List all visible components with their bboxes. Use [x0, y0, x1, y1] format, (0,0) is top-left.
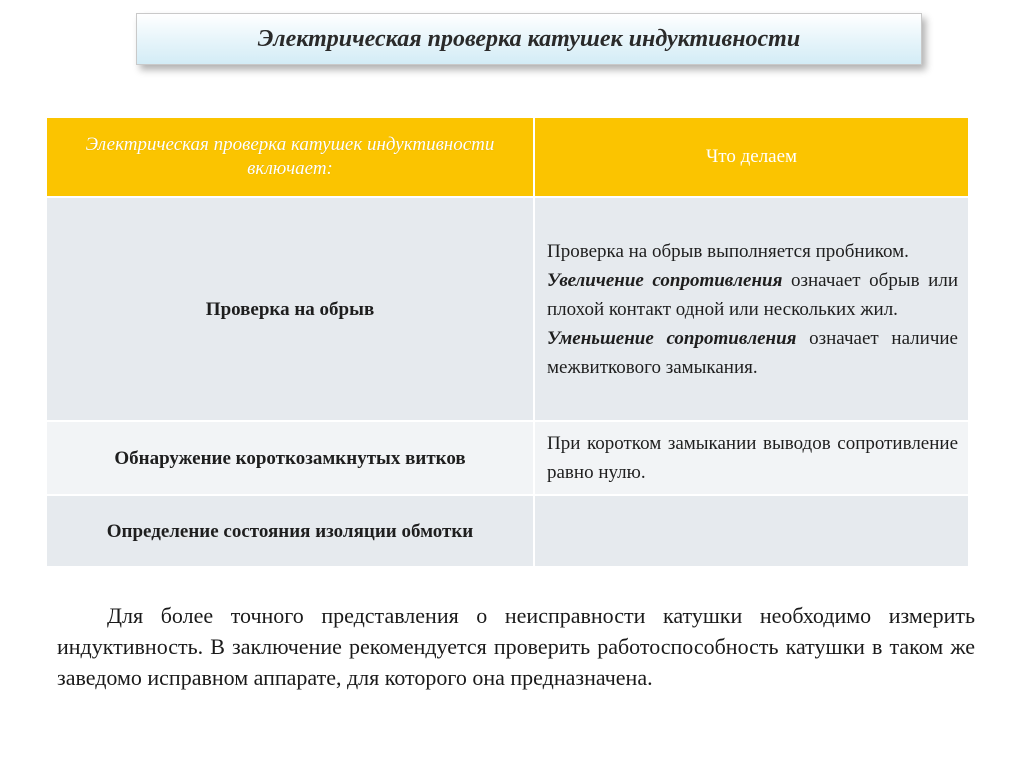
- row-desc-open-check: [534, 197, 969, 421]
- desc-text: означает обрыв или плохой контакт одной или нескольких жил.: [547, 269, 958, 320]
- table-row: [46, 495, 969, 567]
- table-row: [46, 197, 969, 421]
- table-header-row: [46, 117, 969, 197]
- desc-paragraph: [547, 266, 958, 324]
- row-label-short-turns: Обнаружение короткозамкнутых витков: [46, 421, 534, 495]
- title-box: [136, 13, 922, 65]
- inspection-table: [45, 116, 970, 568]
- desc-text: означает наличие межвиткового замыкания.: [547, 327, 958, 378]
- header-cell-right: Что делаем: [534, 117, 969, 197]
- page-title: Электрическая проверка катушек индуктивности: [257, 25, 801, 52]
- desc-paragraph: Проверка на обрыв выполняется пробником.: [547, 240, 909, 262]
- row-desc-short-turns: [534, 421, 969, 495]
- desc-paragraph: [547, 324, 958, 382]
- row-desc-insulation: [534, 495, 969, 567]
- footer-paragraph: Для более точного представления о неисправности катушки необходимо измерить индуктивность. В заключение рекомендуется проверить работоспособность катушки в таком же заведомо исправном аппарате, для которого она предназначена.: [57, 603, 975, 690]
- emphasis-text: Увеличение сопротивления: [547, 269, 783, 291]
- row-label-open-check: Проверка на обрыв: [46, 197, 534, 421]
- header-cell-left: Электрическая проверка катушек индуктивности включает:: [46, 117, 534, 197]
- table-row: [46, 421, 969, 495]
- emphasis-text: Уменьшение сопротивления: [547, 327, 797, 349]
- desc-paragraph: При коротком замыкании выводов сопротивление равно нулю.: [547, 433, 958, 483]
- row-label-insulation: Определение состояния изоляции обмотки: [46, 495, 534, 567]
